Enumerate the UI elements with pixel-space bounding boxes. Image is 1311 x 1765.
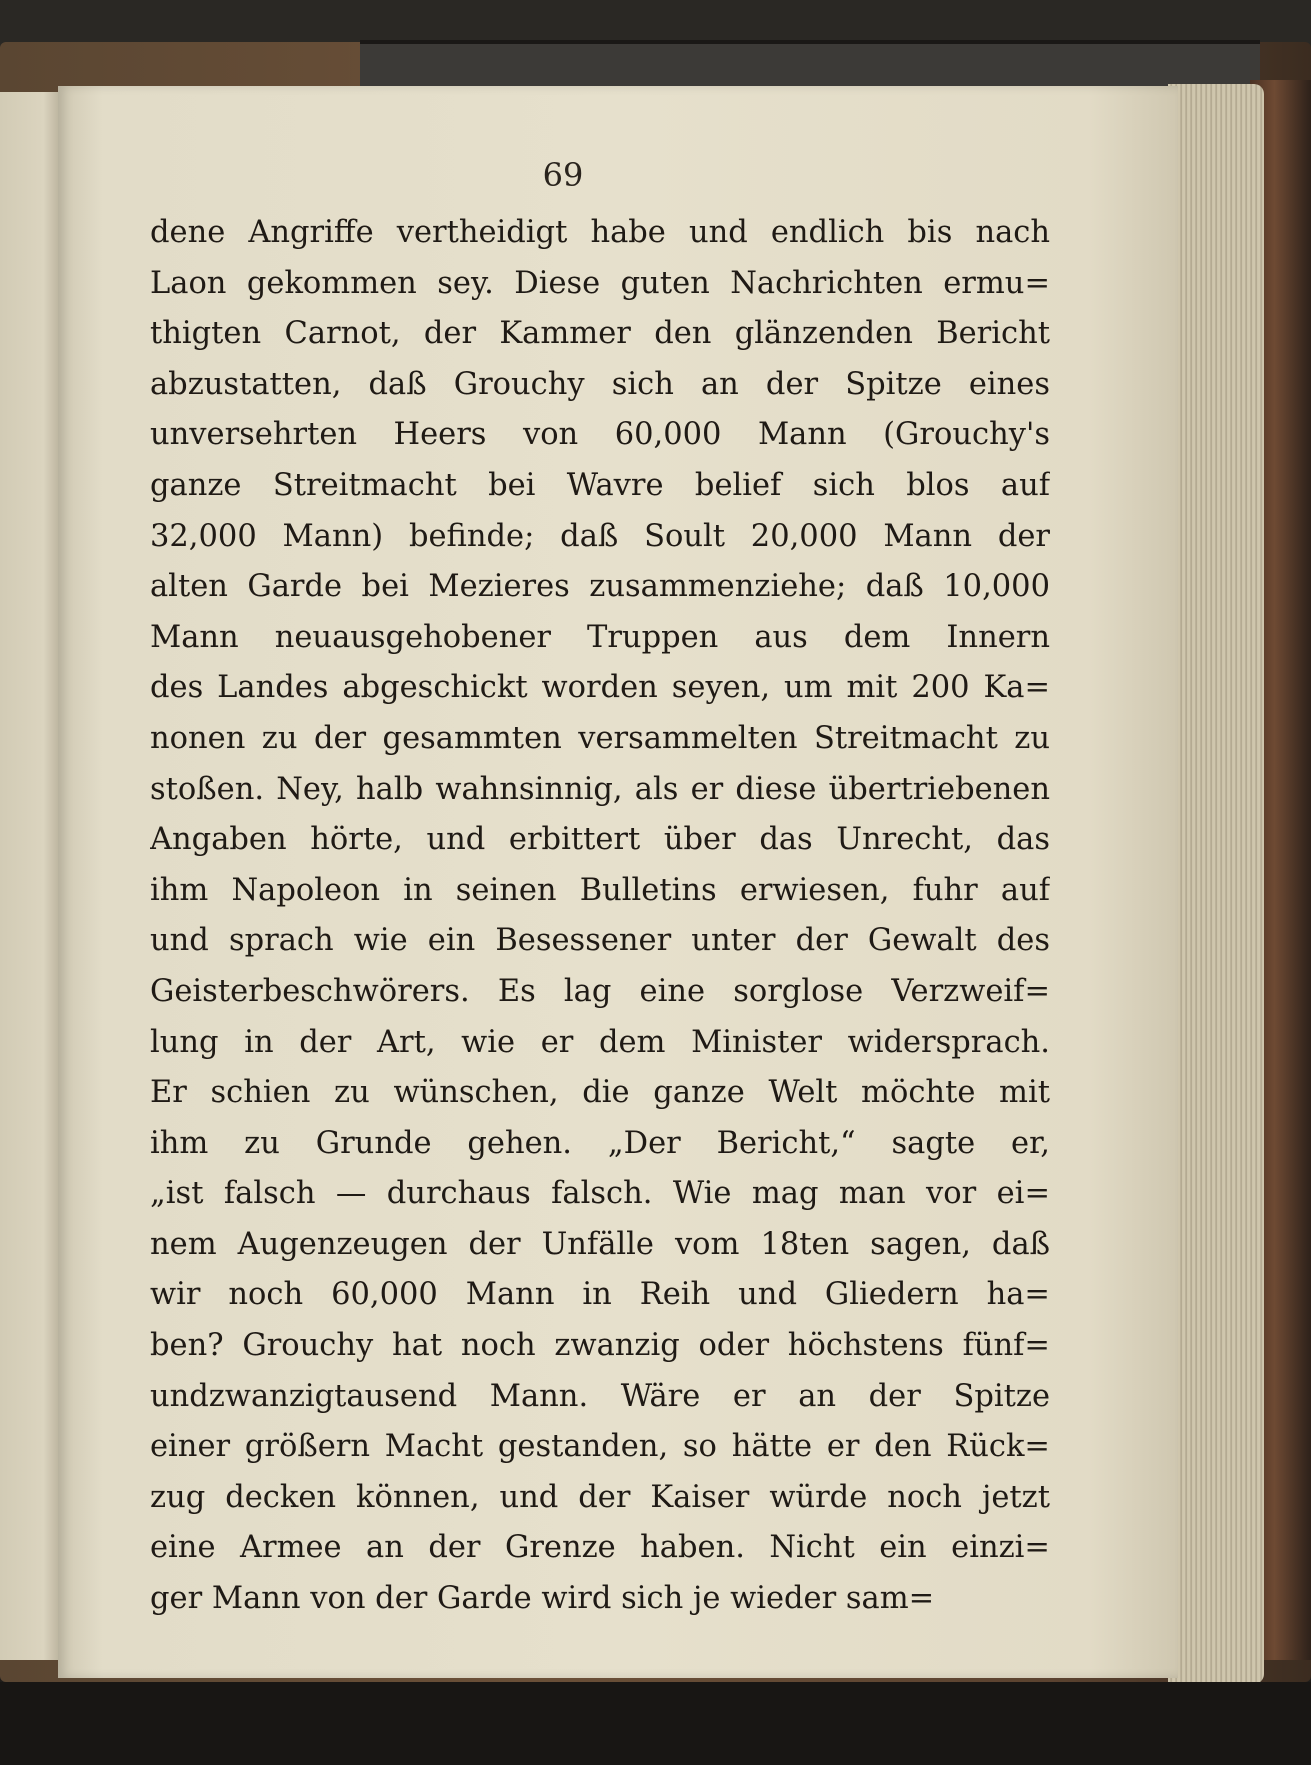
text-line: „ist falsch — durchaus falsch. Wie mag man vor ei= <box>150 1176 1050 1212</box>
text-line: eine Armee an der Grenze haben. Nicht ein einzi= <box>150 1530 1050 1566</box>
book-top-edge <box>360 40 1260 90</box>
text-line: thigten Carnot, der Kammer den glänzenden Bericht <box>150 316 1050 352</box>
text-line: und sprach wie ein Besessener unter der Gewalt des <box>150 923 1050 959</box>
book-page <box>58 86 1178 1678</box>
text-line: des Landes abgeschickt worden seyen, um mit 200 Ka= <box>150 670 1050 706</box>
text-line: Mann neuausgehobener Truppen aus dem Innern <box>150 619 1050 655</box>
left-facing-page <box>0 92 62 1660</box>
text-line: zug decken können, und der Kaiser würde noch jetzt <box>150 1479 1050 1515</box>
text-line: einer größern Macht gestanden, so hätte er den Rück= <box>150 1429 1050 1465</box>
text-line: dene Angriffe vertheidigt habe und endlich bis nach <box>150 215 1050 250</box>
text-line: 32,000 Mann) befinde; daß Soult 20,000 Mann der <box>150 518 1050 554</box>
text-line: abzustatten, daß Grouchy sich an der Spitze eines <box>150 366 1050 402</box>
text-line: unversehrten Heers von 60,000 Mann (Grouchy's <box>150 417 1050 453</box>
text-line: nem Augenzeugen der Unfälle vom 18ten sagen, daß <box>150 1226 1050 1262</box>
text-line: ger Mann von der Garde wird sich je wieder sam= <box>150 1581 935 1617</box>
scan-background-bottom <box>0 1682 1311 1765</box>
text-line: Laon gekommen sey. Diese guten Nachrichten ermu= <box>150 265 1050 301</box>
text-line: Geisterbeschwörers. Es lag eine sorglose Verzweif= <box>150 973 1050 1009</box>
text-line: ben? Grouchy hat noch zwanzig oder höchstens fünf= <box>150 1328 1050 1364</box>
text-line: nonen zu der gesammten versammelten Streitmacht zu <box>150 720 1050 756</box>
text-line: alten Garde bei Mezieres zusammenziehe; daß 10,000 <box>150 569 1050 605</box>
text-line: ihm Napoleon in seinen Bulletins erwiesen, fuhr auf <box>150 872 1050 908</box>
text-line: undzwanzigtausend Mann. Wäre er an der Spitze <box>150 1378 1050 1414</box>
page-number: 69 <box>542 156 584 194</box>
page-text <box>150 208 1050 1625</box>
text-line: ganze Streitmacht bei Wavre belief sich blos auf <box>150 467 1050 503</box>
text-line: Er schien zu wünschen, die ganze Welt möchte mit <box>150 1075 1050 1111</box>
text-line: Angaben hörte, und erbittert über das Unrecht, das <box>150 822 1050 858</box>
page-edges <box>1168 84 1264 1684</box>
text-line: lung in der Art, wie er dem Minister widersprach. <box>150 1024 1050 1060</box>
text-line: ihm zu Grunde gehen. „Der Bericht,“ sagte er, <box>150 1125 1050 1161</box>
text-line: stoßen. Ney, halb wahnsinnig, als er diese übertriebenen <box>150 771 1050 807</box>
text-line: wir noch 60,000 Mann in Reih und Gliedern ha= <box>150 1277 1050 1313</box>
